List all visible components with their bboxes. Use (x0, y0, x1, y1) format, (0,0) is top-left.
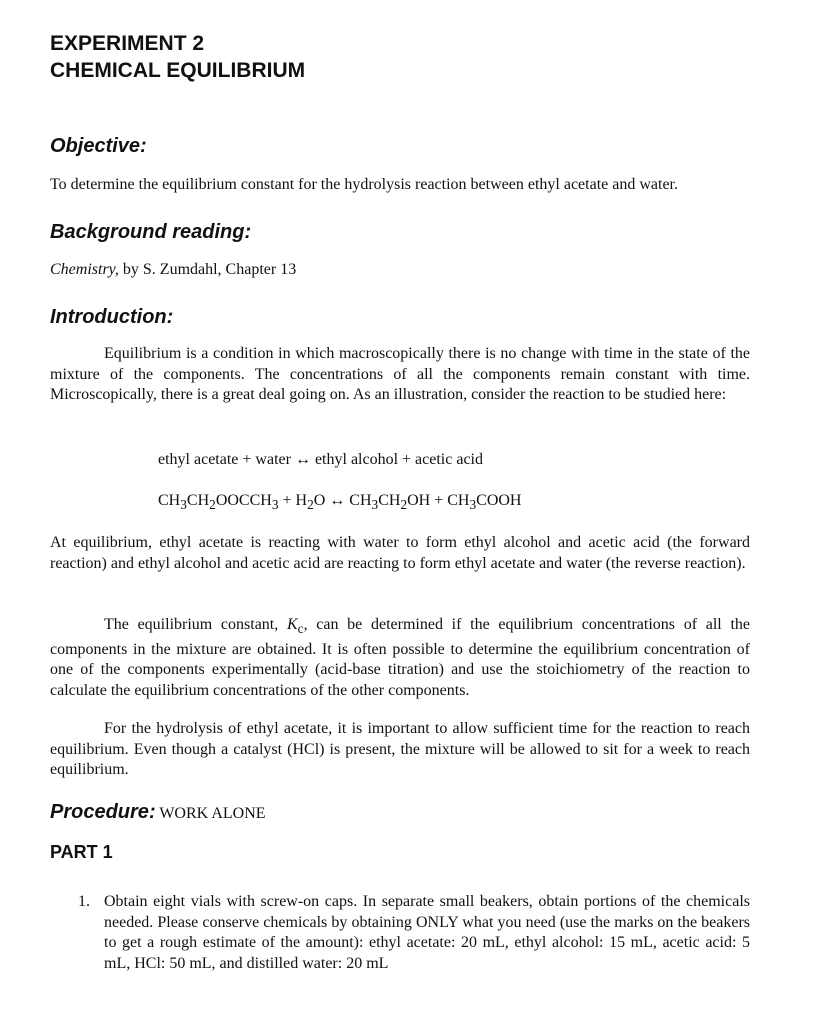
kc-lead-text: The equilibrium constant, (104, 616, 287, 633)
book-author-chapter: by S. Zumdahl, Chapter 13 (118, 261, 297, 278)
chemical-equation: $CH_3CH_2OOCCH_3 + H_2O$ ↔ $CH_3CH_2OH$ + $CH_3COOH$ (158, 492, 522, 513)
list-item-number: 1. (78, 893, 90, 910)
procedure-heading (50, 801, 266, 824)
experiment-number: EXPERIMENT 2 (50, 32, 205, 55)
word-equation: ethyl acetate + water ↔ ethyl alcohol + acetic acid (158, 451, 483, 468)
kc-remaining-text: , can be determined if the equilibrium concentrations of all the components in the mixture are obtained. It is often possible to determine the equilibrium concentration of one of the components experimentally (acid-base titration) and use the stoichiometry of the reaction to calculate the equilibrium concentrations of the other components. (50, 616, 750, 699)
list-item (78, 892, 750, 974)
procedure-colon: : (148, 801, 156, 823)
document-title (50, 30, 305, 84)
experiment-title: CHEMICAL EQUILIBRIUM (50, 59, 306, 82)
intro-paragraph-1: Equilibrium is a condition in which macroscopically there is no change with time in the state of the mixture of the components. The concentrations of all the components remain constant with time. Microscopically, there is a great deal going on. As an illustration, consider the reaction to be studied here: (50, 345, 750, 403)
objective-text: To determine the equilibrium constant for the hydrolysis reaction between ethyl acetate and water. (50, 176, 678, 193)
list-item-text: Obtain eight vials with screw-on caps. In separate small beakers, obtain portions of the chemicals needed. Please conserve chemicals by obtaining ONLY what you need (use the marks on the beakers to get a rough estimate of the amount): ethyl acetate: 20 mL, ethyl alcohol: 15 mL, acetic acid: 5 mL, HCl: 50 mL, and distilled water: 20 mL (104, 893, 750, 972)
kc-subscript: c (297, 621, 304, 637)
intro-paragraph-2: At equilibrium, ethyl acetate is reacting with water to form ethyl alcohol and acetic acid (the forward reaction) and ethyl alcohol and acetic acid are reacting to form ethyl acetate and water (the reverse reaction). (50, 534, 750, 572)
part-1-heading: PART 1 (50, 842, 113, 862)
background-text (50, 260, 750, 281)
book-title: Chemistry, (50, 261, 119, 278)
intro-paragraph-3 (50, 615, 750, 701)
intro-paragraph-4: For the hydrolysis of ethyl acetate, it is important to allow sufficient time for the reaction to reach equilibrium. Even though a catalyst (HCl) is present, the mixture will be allowed to sit for a week to reach equilibrium. (50, 720, 750, 778)
objective-heading: Objective: (50, 135, 147, 157)
procedure-note: WORK ALONE (155, 805, 266, 822)
procedure-label: Procedure (50, 801, 149, 823)
kc-symbol: K (286, 616, 298, 633)
introduction-heading: Introduction: (50, 306, 174, 328)
background-heading: Background reading: (50, 221, 252, 243)
